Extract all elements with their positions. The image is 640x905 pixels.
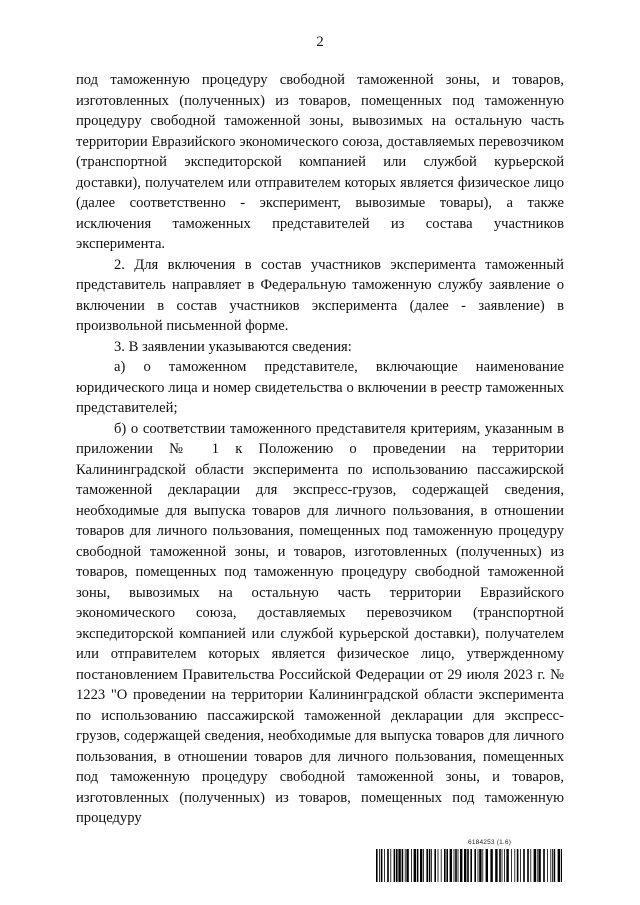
barcode-icon bbox=[376, 849, 562, 882]
paragraph-3b: б) о соответствии таможенного представителя критериям, указанным в приложении № 1 к Положению о проведении на территории Калининградской области эксперимента по использованию пассажирской таможенной декларации для экспресс-грузов, содержащей сведения, необходимые для выпуска товаров для личного пользования, в отношении товаров для личного пользования, помещенных под таможенную процедуру свободной таможенной зоны, и товаров, изготовленных (полученных) из товаров, помещенных под таможенную процедуру свободной таможенной зоны, вывозимых на остальную часть территории Евразийского экономического союза, доставляемых перевозчиком (транспортной экспедиторской компанией или службой курьерской доставки), получателем или отправителем которых является физическое лицо, утвержденному постановлением Правительства Российской Федерации от 29 июля 2023 г. № 1223 "О проведении на территории Калининградской области эксперимента по использованию пассажирской таможенной декларации для экспресс-грузов, содержащей сведения, необходимые для выпуска товаров для личного пользования, в отношении товаров для личного пользования, помещенных под таможенную процедуру свободной таможенной зоны, и товаров, изготовленных (полученных) из товаров, помещенных под таможенную процедуру bbox=[76, 420, 564, 826]
paragraph-intro-continuation: под таможенную процедуру свободной таможенной зоны, и товаров, изготовленных (полученных) из товаров, помещенных под таможенную процедуру свободной таможенной зоны, вывозимых на остальную часть территории Евразийского экономического союза, доставляемых перевозчиком (транспортной экспедиторской компанией или службой курьерской доставки), получателем или отправителем которых является физическое лицо (далее соответственно - эксперимент, вывозимые товары), а также исключения таможенных представителей из состава участников эксперимента. bbox=[76, 72, 564, 252]
paragraph-2: 2. Для включения в состав участников эксперимента таможенный представитель направляет в Федеральную таможенную службу заявление о включении в состав участников эксперимента (далее - заявление) в произвольной письменной форме. bbox=[76, 256, 564, 334]
paragraph-3a: а) о таможенном представителе, включающие наименование юридического лица и номер свидетельства о включении в реестр таможенных представителей; bbox=[76, 359, 564, 416]
document-body bbox=[76, 70, 564, 829]
page-number: 2 bbox=[316, 34, 324, 50]
document-code: 6184253 (1.6) bbox=[468, 839, 512, 846]
paragraph-3: 3. В заявлении указываются сведения: bbox=[114, 338, 352, 355]
